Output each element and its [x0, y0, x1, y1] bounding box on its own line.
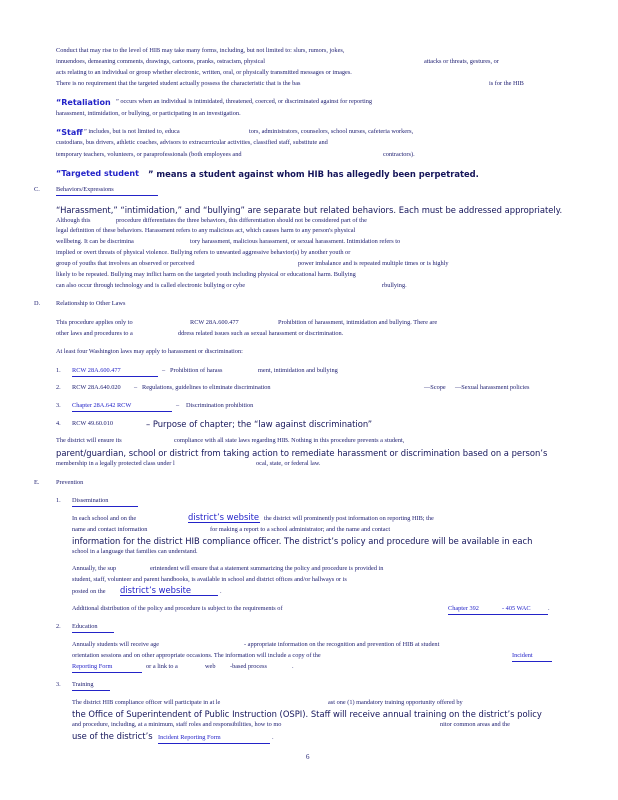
- section-marker: D.: [34, 300, 41, 307]
- section-marker: C.: [34, 186, 40, 193]
- link-underline: [448, 614, 548, 615]
- text-line: Prohibition of harass: [170, 367, 223, 374]
- list-marker: 3.: [56, 402, 61, 409]
- text-line: procedure differentiates the three behaviors, this differentiation should not be considered part of the: [116, 217, 367, 224]
- link-underline: [158, 743, 270, 744]
- bold-line: information for the district HIB compliance officer. The district’s policy and procedure will be available in each: [72, 536, 533, 546]
- text-line: is for the HIB: [489, 80, 524, 87]
- text-line: Additional distribution of the policy and procedure is subject to the requirements of: [72, 605, 283, 612]
- section-heading: Prevention: [56, 479, 84, 486]
- text-line: ” includes, but is not limited to, educa: [84, 128, 180, 135]
- text-line: for making a report to a school administrator; and the name and contact: [210, 526, 391, 533]
- text-line: erintendent will ensure that a statement summarizing the policy and procedure is provided in: [150, 565, 384, 572]
- text-line: attacks or threats, gestures, or: [424, 58, 499, 65]
- text-line: or a link to a: [146, 663, 178, 670]
- text-line: can also occur through technology and is called electronic bullying or cybe: [56, 282, 246, 289]
- link-underline: [120, 595, 218, 596]
- text-line: RCW 49.60.010: [72, 420, 113, 427]
- text-line: compliance with all state laws regarding HIB. Nothing in this procedure prevents a student,: [174, 437, 405, 444]
- list-marker: 4.: [56, 420, 61, 427]
- text-line: web: [205, 663, 216, 670]
- subsection-marker: 3.: [56, 681, 61, 688]
- link-underline: [512, 661, 552, 662]
- link-chapter-392[interactable]: Chapter 392: [448, 605, 479, 612]
- text-line: name and contact information: [72, 526, 148, 533]
- link-rcw-28a-600-477[interactable]: RCW 28A.600.477: [72, 367, 121, 374]
- section-heading: Behaviors/Expressions: [56, 186, 114, 193]
- text-line: RCW 28A.600.477: [190, 319, 239, 326]
- text-line: other laws and procedures to a: [56, 330, 133, 337]
- text-line: Regulations, guidelines to eliminate discrimination: [142, 384, 271, 391]
- text-line: Discrimination prohibition: [186, 402, 254, 409]
- text-line: -based process: [230, 663, 267, 670]
- heading-underline: [72, 506, 138, 507]
- text-line: harassment, intimidation, or bullying, or participating in an investigation.: [56, 110, 241, 117]
- text-line: membership in a legally protected class under l: [56, 460, 175, 467]
- text-line: Annually, the sup: [72, 565, 117, 572]
- text-line: Conduct that may rise to the level of HIB may take many forms, including, but not limited to: slurs, rumors, jokes,: [56, 47, 345, 54]
- text-line: .: [220, 588, 222, 595]
- text-line: Prohibition of harassment, intimidation and bullying. There are: [278, 319, 438, 326]
- text-line: ast one (1) mandatory training opportunity offered by: [328, 699, 463, 706]
- text-line: Annually students will receive age: [72, 641, 160, 648]
- text-line: —Sexual harassment policies: [455, 384, 530, 391]
- page-number: 6: [306, 753, 310, 761]
- text-line: - appropriate information on the recognition and prevention of HIB at student: [244, 641, 440, 648]
- text-line: In each school and on the: [72, 515, 137, 522]
- bold-line: parent/guardian, school or district from taking action to remediate harassment or discrimination based on a person’s: [56, 448, 548, 458]
- bold-line: use of the district’s: [72, 731, 153, 741]
- text-line: custodians, bus drivers, athletic coaches, advisors to extracurricular activities, classified staff, substitute and: [56, 139, 328, 146]
- text-line: tory harassment, malicious harassment, or sexual harassment. Intimidation refers to: [190, 238, 401, 245]
- text-line: The district will ensure its: [56, 437, 122, 444]
- text-line: –: [162, 367, 166, 374]
- text-line: legal definition of these behaviors. Harassment refers to any malicious act, which causes harm to any person's physical: [56, 227, 356, 234]
- text-line: –: [176, 402, 180, 409]
- text-line: There is no requirement that the targeted student actually possess the characteristic that is the bas: [56, 80, 301, 87]
- text-line: .: [548, 605, 550, 612]
- term-staff: “Staff: [56, 128, 83, 137]
- text-line: .: [272, 734, 274, 741]
- link-incident-reporting-form[interactable]: Incident Reporting Form: [158, 734, 221, 741]
- text-line: orientation sessions and on other appropriate occasions. The information will include a copy of the: [72, 652, 321, 659]
- text-line: Although this: [56, 217, 91, 224]
- text-line: acts relating to an individual or group whether electronic, written, oral, or physically transmitted messages or images.: [56, 69, 352, 76]
- text-line: likely to be repeated. Bullying may inflict harm on the targeted youth including physical or educational harm. Bullying: [56, 271, 356, 278]
- term-targeted-student: “Targeted student: [56, 169, 139, 178]
- link-405-wac[interactable]: - 405 WAC: [502, 605, 531, 612]
- bold-line: “Harassment,” “intimidation,” and “bullying” are separate but related behaviors. Each must be addressed appropriately.: [56, 205, 563, 215]
- link-underline: [72, 411, 172, 412]
- text-line: ” occurs when an individual is intimidated, threatened, coerced, or discriminated against for reporting: [116, 98, 372, 105]
- section-marker: E.: [34, 479, 40, 486]
- text-line: implied or overt threats of physical violence. Bullying refers to unwanted aggressive behavior(s) by another youth or: [56, 249, 351, 256]
- subsection-marker: 2.: [56, 623, 61, 630]
- text-line: At least four Washington laws may apply to harassment or discrimination:: [56, 348, 243, 355]
- text-line: the district will prominently post information on reporting HIB; the: [264, 515, 434, 522]
- text-line: group of youths that involves an observed or perceived: [56, 260, 195, 267]
- text-line: innuendoes, demeaning comments, drawings, cartoons, pranks, ostracism, physical: [56, 58, 265, 65]
- list-marker: 2.: [56, 384, 61, 391]
- text-line: –: [134, 384, 138, 391]
- subsection-heading: Education: [72, 623, 98, 630]
- text-line: The district HIB compliance officer will participate in at le: [72, 699, 221, 706]
- subsection-marker: 1.: [56, 497, 61, 504]
- text-line: This procedure applies only to: [56, 319, 133, 326]
- bold-line: – Purpose of chapter; the “law against discrimination”: [146, 419, 373, 429]
- text-line: ddress related issues such as sexual harassment or discrimination.: [178, 330, 344, 337]
- section-heading: Relationship to Other Laws: [56, 300, 126, 307]
- link-underline: [188, 522, 260, 523]
- text-line: and procedure, including, at a minimum, staff roles and responsibilities, how to mo: [72, 721, 282, 728]
- text-line: posted on the: [72, 588, 106, 595]
- heading-underline: [72, 632, 114, 633]
- bold-line: ” means a student against whom HIB has allegedly been perpetrated.: [148, 169, 479, 179]
- link-district-website[interactable]: district’s website: [188, 512, 260, 522]
- link-incident-reporting-form[interactable]: Incident: [512, 652, 533, 659]
- text-line: ocal, state, or federal law.: [256, 460, 321, 467]
- text-line: rbullying.: [382, 282, 407, 289]
- text-line: ment, intimidation and bullying: [258, 367, 338, 374]
- subsection-heading: Dissemination: [72, 497, 109, 504]
- heading-underline: [72, 690, 110, 691]
- link-underline: [72, 376, 158, 377]
- text-line: .: [292, 663, 294, 670]
- subsection-heading: Training: [72, 681, 94, 688]
- bold-line: the Office of Superintendent of Public Instruction (OSPI). Staff will receive annual training on the district’s policy: [72, 709, 542, 719]
- link-incident-reporting-form[interactable]: Reporting Form: [72, 663, 113, 670]
- text-line: RCW 28A.640.020: [72, 384, 121, 391]
- link-chapter-28a-642[interactable]: Chapter 28A.642 RCW: [72, 402, 132, 409]
- text-line: contractors).: [383, 151, 415, 158]
- link-district-website[interactable]: district’s website: [120, 585, 192, 595]
- heading-underline: [56, 195, 158, 196]
- link-underline: [72, 672, 142, 673]
- text-line: temporary teachers, volunteers, or paraprofessionals (both employees and: [56, 151, 242, 158]
- text-line: wellbeing. It can be discrimina: [56, 238, 134, 245]
- text-line: power imbalance and is repeated multiple times or is highly: [298, 260, 449, 267]
- text-line: —Scope: [424, 384, 446, 391]
- text-line: student, staff, volunteer and parent handbooks, is available in school and district offices and/or hallways or is: [72, 576, 347, 583]
- text-line: tors, administrators, counselors, school nurses, cafeteria workers,: [249, 128, 414, 135]
- text-line: school in a language that families can understand.: [72, 548, 198, 555]
- term-retaliation: “Retaliation: [56, 98, 111, 107]
- text-line: nitor common areas and the: [440, 721, 510, 728]
- list-marker: 1.: [56, 367, 61, 374]
